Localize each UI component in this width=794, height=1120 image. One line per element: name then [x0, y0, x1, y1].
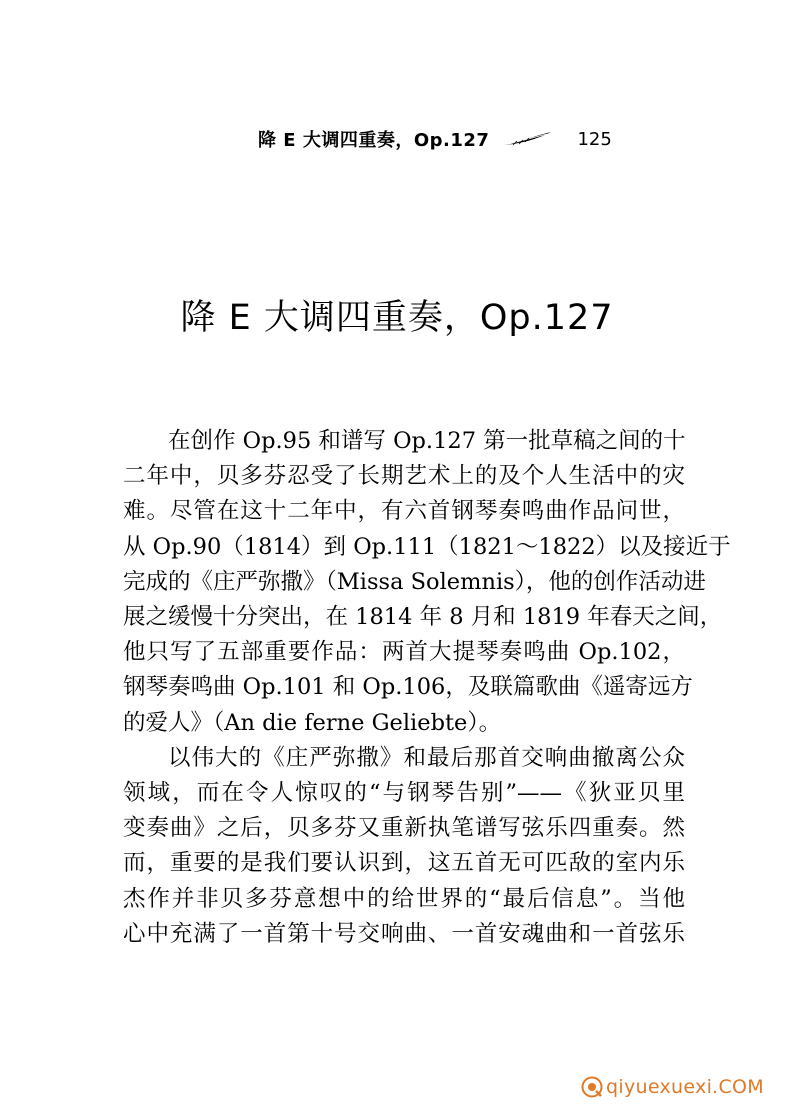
watermark-text: qiyuexuexi.COM	[606, 1076, 764, 1098]
watermark	[581, 1076, 764, 1098]
text-line: 展之缓慢十分突出，在 1814 年 8 月和 1819 年春天之间，	[123, 604, 723, 631]
text-line: 变奏曲》之后，贝多芬又重新执笔谱写弦乐四重奏。然	[123, 815, 685, 842]
running-title: 降 E 大调四重奏，Op.127	[258, 130, 490, 151]
text-line: 在创作 Op.95 和谱写 Op.127 第一批草稿之间的十	[168, 428, 686, 454]
chapter-title: 降 E 大调四重奏，Op.127	[180, 298, 614, 338]
text-line: 领域，而在令人惊叹的“与钢琴告别”——《狄亚贝里	[123, 780, 685, 807]
text-line: 二年中，贝多芬忍受了长期艺术上的及个人生活中的灾	[123, 463, 685, 490]
text-line: 的爱人》（An die ferne Geliebte）。	[123, 709, 502, 736]
text-line: 完成的《庄严弥撒》（Missa Solemnis），他的创作活动进	[123, 568, 706, 595]
text-line: 心中充满了一首第十号交响曲、一首安魂曲和一首弦乐	[123, 920, 685, 947]
text-line: 杰作并非贝多芬意想中的给世界的“最后信息”。当他	[123, 885, 685, 912]
watermark-logo-icon	[581, 1076, 603, 1098]
text-line: 难。尽管在这十二年中，有六首钢琴奏鸣曲作品问世，	[123, 498, 685, 525]
paragraph-1	[123, 424, 731, 741]
quill-ornament-icon	[503, 131, 553, 147]
body-text	[123, 424, 731, 952]
page-number: 125	[577, 128, 612, 150]
text-line: 钢琴奏鸣曲 Op.101 和 Op.106，及联篇歌曲《遥寄远方	[123, 674, 693, 701]
text-line: 而，重要的是我们要认识到，这五首无可匹敌的室内乐	[123, 850, 685, 877]
text-line: 以伟大的《庄严弥撒》和最后那首交响曲撤离公众	[168, 744, 685, 771]
running-header	[258, 124, 658, 154]
text-line: 从 Op.90（1814）到 Op.111（1821～1822）以及接近于	[123, 533, 731, 560]
text-line: 他只写了五部重要作品：两首大提琴奏鸣曲 Op.102，	[123, 639, 685, 666]
paragraph-2	[123, 741, 685, 952]
